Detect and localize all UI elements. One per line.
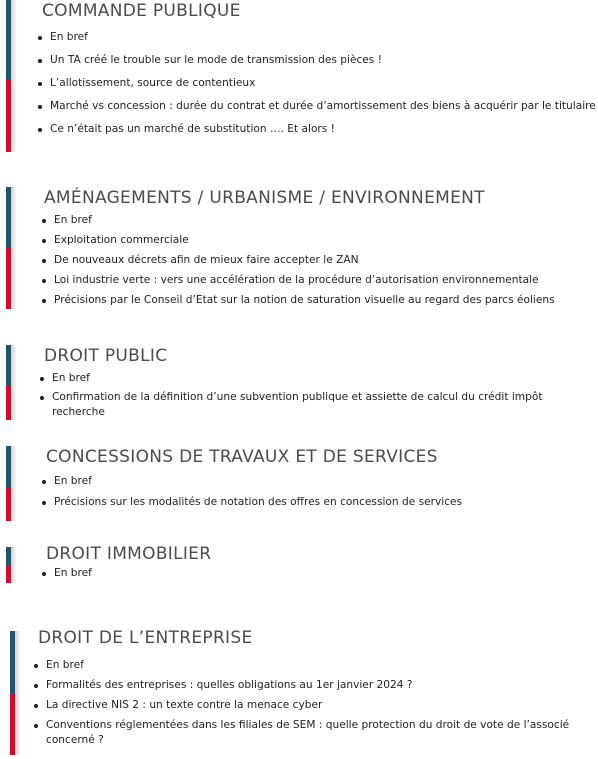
article-link[interactable]: Conventions réglementées dans les filiales de SEM : quelle protection du droit de vote de l’associé concerné ? [30,718,590,748]
section-title[interactable]: DROIT DE L’ENTREPRISE [38,628,253,648]
article-link[interactable]: De nouveaux décrets afin de mieux faire accepter le ZAN [38,253,596,268]
section-droit-immobilier [0,544,598,583]
section-accent-bar [6,547,11,583]
article-link[interactable]: Confirmation de la définition d’une subvention publique et assiette de calcul du crédit impôt recherche [36,390,588,420]
article-link[interactable]: Loi industrie verte : vers une accélération de la procédure d’autorisation environnementale [38,273,596,288]
article-link[interactable]: En bref [30,658,590,673]
article-link[interactable]: Un TA créé le trouble sur le mode de transmission des pièces ! [34,53,596,68]
article-link[interactable]: La directive NIS 2 : un texte contre la menace cyber [30,698,590,713]
section-accent-bar [6,446,11,521]
section-article-list [38,213,596,308]
section-accent-bar [6,187,11,309]
section-article-list [34,30,596,137]
section-article-list [38,474,593,510]
article-link[interactable]: En bref [38,566,593,581]
section-article-list [36,371,588,420]
section-concessions-travaux-services [0,446,598,521]
article-link[interactable]: Exploitation commerciale [38,233,596,248]
section-article-list [30,658,590,748]
section-droit-entreprise [0,628,598,755]
section-accent-bar [10,631,15,755]
article-link[interactable]: En bref [34,30,596,45]
section-title[interactable]: COMMANDE PUBLIQUE [42,1,241,21]
article-link[interactable]: Marché vs concession : durée du contrat et durée d’amortissement des biens à acquérir par le titulaire [34,99,596,114]
article-link[interactable]: En bref [38,474,593,489]
section-accent-bar [6,0,11,152]
article-link[interactable]: En bref [36,371,588,386]
article-link[interactable]: Précisions par le Conseil d’Etat sur la notion de saturation visuelle au regard des parcs éoliens [38,293,596,308]
section-title[interactable]: AMÉNAGEMENTS / URBANISME / ENVIRONNEMENT [44,188,485,208]
article-link[interactable]: En bref [38,213,596,228]
article-link[interactable]: Précisions sur les modalités de notation des offres en concession de services [38,495,593,510]
section-title[interactable]: DROIT PUBLIC [44,346,168,366]
section-amenagements-urbanisme-environnement [0,187,598,309]
section-title[interactable]: CONCESSIONS DE TRAVAUX ET DE SERVICES [46,447,438,467]
article-link[interactable]: Ce n’était pas un marché de substitution …. Et alors ! [34,122,596,137]
section-commande-publique [0,0,598,152]
section-accent-bar [6,345,11,420]
section-title[interactable]: DROIT IMMOBILIER [46,544,212,564]
section-article-list [38,566,593,581]
section-droit-public [0,345,598,420]
article-link[interactable]: L’allotissement, source de contentieux [34,76,596,91]
article-link[interactable]: Formalités des entreprises : quelles obligations au 1er janvier 2024 ? [30,678,590,693]
